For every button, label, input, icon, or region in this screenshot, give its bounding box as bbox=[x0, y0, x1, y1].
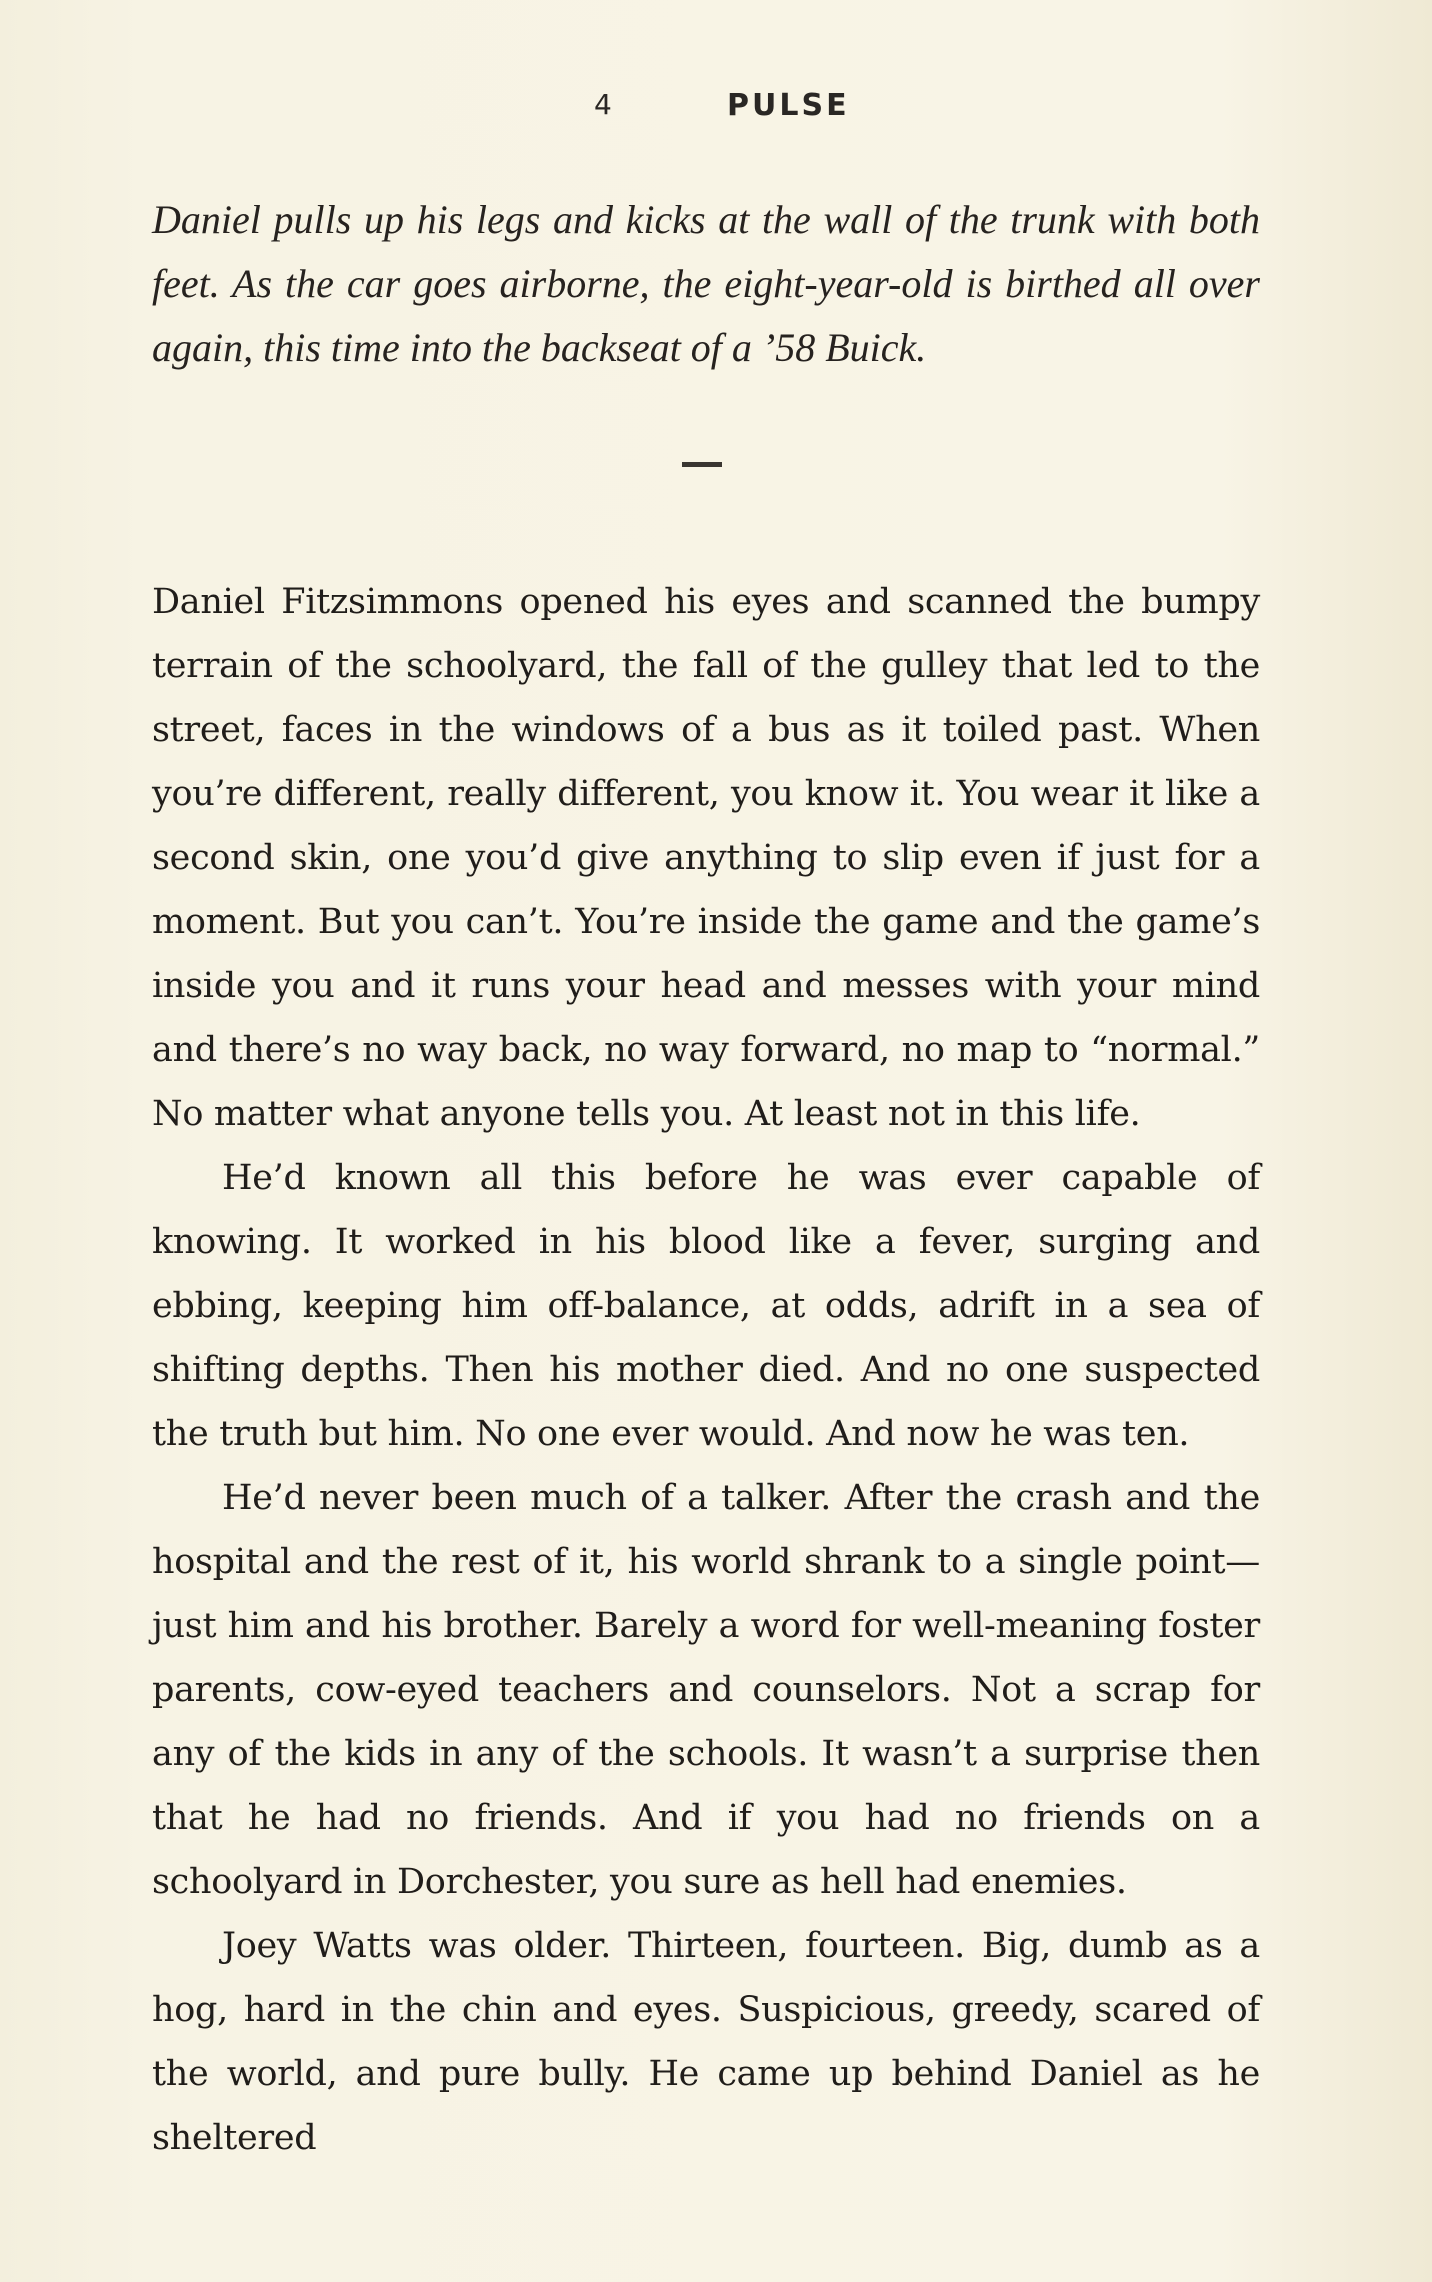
running-head: PULSE bbox=[727, 88, 850, 123]
page-header bbox=[0, 84, 1432, 134]
paragraph: Daniel Fitzsimmons opened his eyes and scanned the bumpy terrain of the schoolyard, the fall of the gulley that led to the street, faces in the windows of a bus as it toiled past. When you’re different, really different, you know it. You wear it like a second skin, one you’d give anything to slip even if just for a moment. But you can’t. You’re inside the game and the game’s inside you and it runs your head and messes with your mind and there’s no way back, no way forward, no map to “normal.” No matter what anyone tells you. At least not in this life. bbox=[152, 582, 1260, 1134]
section-break-ornament bbox=[682, 462, 722, 467]
paragraph: He’d never been much of a talker. After the crash and the hospital and the rest of it, his world shrank to a single point—just him and his brother. Barely a word for well-meaning foster parents, cow-eyed teachers and counselors. Not a scrap for any of the kids in any of the schools. It wasn’t a surprise then that he had no friends. And if you had no friends on a schoolyard in Dorchester, you sure as hell had enemies. bbox=[152, 1478, 1260, 1902]
paragraph: He’d known all this before he was ever capable of knowing. It worked in his blood like a fever, surging and ebbing, keeping him off-balance, at odds, adrift in a sea of shifting depths. Then his mother died. And no one suspected the truth but him. No one ever would. And now he was ten. bbox=[152, 1158, 1260, 1454]
italic-opening-paragraph: Daniel pulls up his legs and kicks at the wall of the trunk with both feet. As the car goes airborne, the eight-year-old is birthed all over again, this time into the backseat of a ’58 Buick. bbox=[152, 197, 1260, 370]
paragraph: Joey Watts was older. Thirteen, fourteen. Big, dumb as a hog, hard in the chin and eyes. Suspicious, greedy, scared of the world, and pure bully. He came up behind Daniel as he sheltered bbox=[152, 1926, 1260, 2158]
body-text bbox=[152, 570, 1260, 2170]
page-number: 4 bbox=[594, 88, 612, 121]
